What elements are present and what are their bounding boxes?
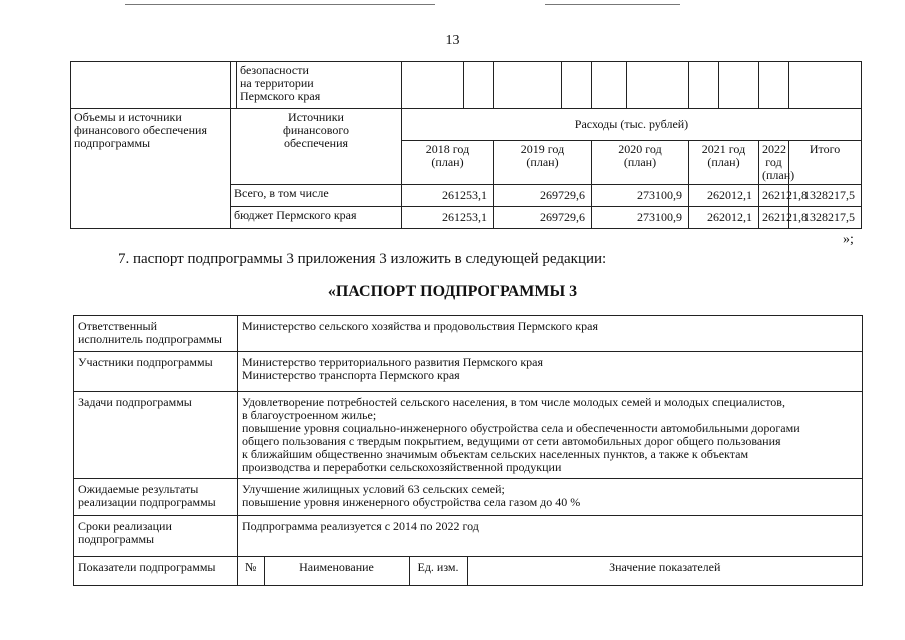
section-label: Объемы и источники финансового обеспечения подпрограммы [71, 109, 231, 229]
passport-row-terms [74, 516, 863, 557]
row-label: Участники подпрограммы [74, 352, 238, 392]
page-number: 13 [445, 33, 460, 48]
col-value: Значение показателей [467, 557, 862, 585]
row-label: бюджет Пермского края [231, 207, 402, 229]
row-value: Подпрограмма реализуется с 2014 по 2022 год [238, 516, 863, 557]
value-cell: 261253,1 [402, 207, 494, 229]
total-cell: 1328217,5 [789, 185, 862, 207]
passport-table [73, 315, 863, 586]
value-cell: 273100,9 [592, 185, 689, 207]
passport-row-indicators [74, 557, 863, 586]
row-label: Сроки реализации подпрограммы [74, 516, 238, 557]
value-cell: 262121,8 [759, 207, 789, 229]
continuation-row [71, 62, 862, 109]
row-label: Ожидаемые результаты реализации подпрограммы [74, 479, 238, 516]
col-unit: Ед. изм. [409, 557, 467, 585]
continuation-label: безопасности на территории Пермского края [237, 62, 402, 109]
row-value: Улучшение жилищных условий 63 сельских семей; повышение уровня инженерного обустройства села газом до 40 % [238, 479, 863, 516]
expenses-header-row [71, 109, 862, 141]
sources-header: Источники финансового обеспечения [231, 109, 402, 185]
passport-row-responsible [74, 316, 863, 352]
value-cell: 269729,6 [494, 185, 592, 207]
year-header: 2019 год (план) [494, 141, 592, 185]
total-cell: 1328217,5 [789, 207, 862, 229]
value-cell: 269729,6 [494, 207, 592, 229]
year-header: 2021 год (план) [689, 141, 759, 185]
col-number: № [245, 560, 257, 574]
value-cell: 262012,1 [689, 185, 759, 207]
passport-row-results [74, 479, 863, 516]
row-label: Показатели подпрограммы [74, 557, 238, 586]
total-header: Итого [789, 141, 862, 185]
row-label: Всего, в том числе [231, 185, 402, 207]
row-label: Ответственный исполнитель подпрограммы [74, 316, 238, 352]
closing-quote: »; [843, 232, 854, 247]
top-edge-line-left [125, 4, 435, 5]
indicators-header [238, 557, 863, 586]
financing-table [70, 61, 862, 229]
value-cell: 261253,1 [402, 185, 494, 207]
col-name: Наименование [264, 557, 409, 585]
year-header: 2022 год (план) [759, 141, 789, 185]
top-edge-line-right [545, 4, 680, 5]
passport-row-tasks [74, 392, 863, 479]
passport-row-participants [74, 352, 863, 392]
row-value: Министерство территориального развития Пермского края Министерство транспорта Пермского края [238, 352, 863, 392]
value-cell: 262012,1 [689, 207, 759, 229]
amendment-paragraph: 7. паспорт подпрограммы 3 приложения 3 изложить в следующей редакции: [118, 251, 607, 267]
year-header: 2020 год (план) [592, 141, 689, 185]
value-cell: 262121,8 [759, 185, 789, 207]
value-cell: 273100,9 [592, 207, 689, 229]
row-value: Удовлетворение потребностей сельского населения, в том числе молодых семей и молодых специалистов, в благоустроенном жилье; повышение уровня социально-инженерного обустройства села и обеспеченности автомобильными дорогами общего пользования с твердым покрытием, ведущими от сети автомобильных дорог общего пользования к ближайшим общественно значимым объектам сельских населенных пунктов, а также к объектам производства и переработки сельскохозяйственной продукции [238, 392, 863, 479]
passport-heading: «ПАСПОРТ ПОДПРОГРАММЫ 3 [327, 283, 578, 300]
year-header: 2018 год (план) [402, 141, 494, 185]
row-label: Задачи подпрограммы [74, 392, 238, 479]
row-value: Министерство сельского хозяйства и продовольствия Пермского края [238, 316, 863, 352]
expenses-header: Расходы (тыс. рублей) [402, 109, 862, 141]
